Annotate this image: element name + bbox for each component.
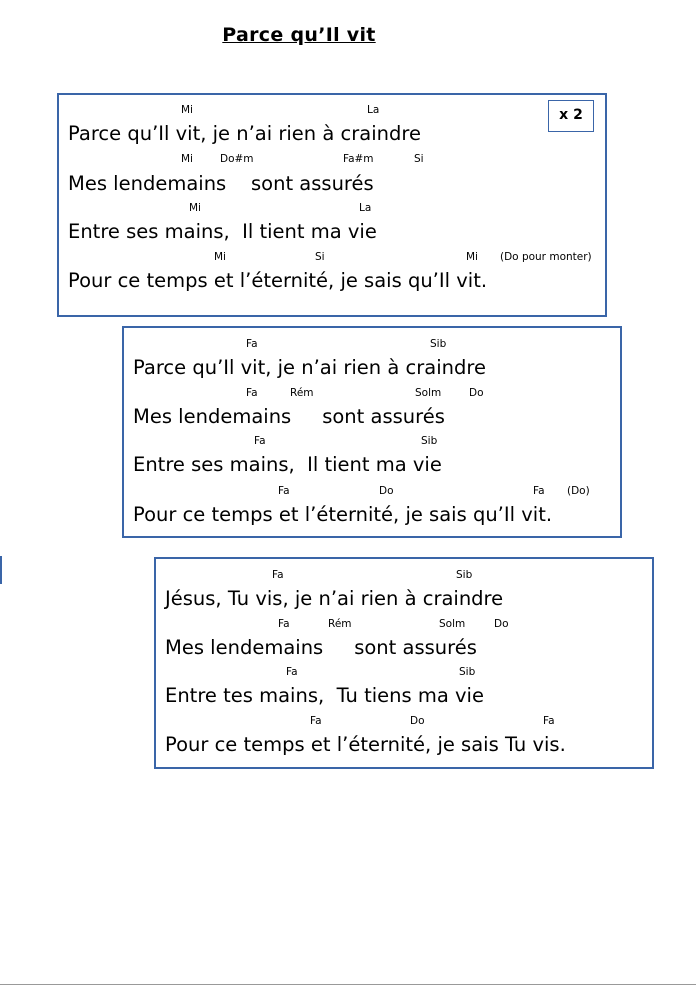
chord: Rém	[328, 618, 352, 630]
lyric-line: Pour ce temps et l’éternité, je sais Tu vis.	[165, 733, 566, 756]
chord: Fa#m	[343, 153, 374, 165]
chord-note: (Do)	[567, 485, 590, 497]
chord: Do#m	[220, 153, 254, 165]
chord: Mi	[189, 202, 201, 214]
chord: Do	[410, 715, 425, 727]
chord: La	[359, 202, 372, 214]
lyric-line: Entre tes mains, Tu tiens ma vie	[165, 684, 484, 707]
chord: Do	[379, 485, 394, 497]
lyric-line: Jésus, Tu vis, je n’ai rien à craindre	[165, 587, 504, 610]
lyric-line: Entre ses mains, Il tient ma vie	[68, 220, 377, 243]
page-title: Parce qu’Il vit	[222, 24, 376, 46]
chord: Sib	[421, 435, 438, 447]
chord: La	[367, 104, 380, 116]
page-bottom-divider	[0, 984, 696, 985]
stanza-3-box	[154, 557, 654, 769]
lyric-line: Entre ses mains, Il tient ma vie	[133, 453, 442, 476]
repeat-badge: x 2	[548, 100, 594, 132]
lyric-line: Mes lendemains sont assurés	[133, 405, 445, 428]
lyric-line: Mes lendemains sont assurés	[68, 172, 374, 195]
lyric-line: Parce qu’Il vit, je n’ai rien à craindre	[133, 356, 486, 379]
chord: Fa	[543, 715, 555, 727]
chord: Fa	[310, 715, 322, 727]
chord: Fa	[246, 387, 258, 399]
chord: Sib	[456, 569, 473, 581]
chord: Fa	[254, 435, 266, 447]
chord: Mi	[181, 104, 193, 116]
chord: Fa	[246, 338, 258, 350]
lyric-line: Parce qu’Il vit, je n’ai rien à craindre	[68, 122, 421, 145]
chord: Solm	[415, 387, 442, 399]
chord: Mi	[214, 251, 226, 263]
chord-note: (Do pour monter)	[500, 251, 592, 263]
chord: Fa	[278, 618, 290, 630]
lyric-line: Mes lendemains sont assurés	[165, 636, 477, 659]
lyric-line: Pour ce temps et l’éternité, je sais qu’Il vit.	[68, 269, 488, 292]
chord: Mi	[466, 251, 478, 263]
chord: Sib	[459, 666, 476, 678]
chord: Fa	[272, 569, 284, 581]
chord: Do	[469, 387, 484, 399]
chord: Solm	[439, 618, 466, 630]
chord: Do	[494, 618, 509, 630]
stanza-2-box	[122, 326, 622, 538]
margin-mark	[0, 556, 2, 584]
chord: Sib	[430, 338, 447, 350]
chord: Si	[414, 153, 424, 165]
chord: Fa	[278, 485, 290, 497]
chord: Rém	[290, 387, 314, 399]
chord: Fa	[286, 666, 298, 678]
lyric-line: Pour ce temps et l’éternité, je sais qu’Il vit.	[133, 503, 553, 526]
stanza-1-box	[57, 93, 607, 317]
chord: Si	[315, 251, 325, 263]
chord: Fa	[533, 485, 545, 497]
chord: Mi	[181, 153, 193, 165]
